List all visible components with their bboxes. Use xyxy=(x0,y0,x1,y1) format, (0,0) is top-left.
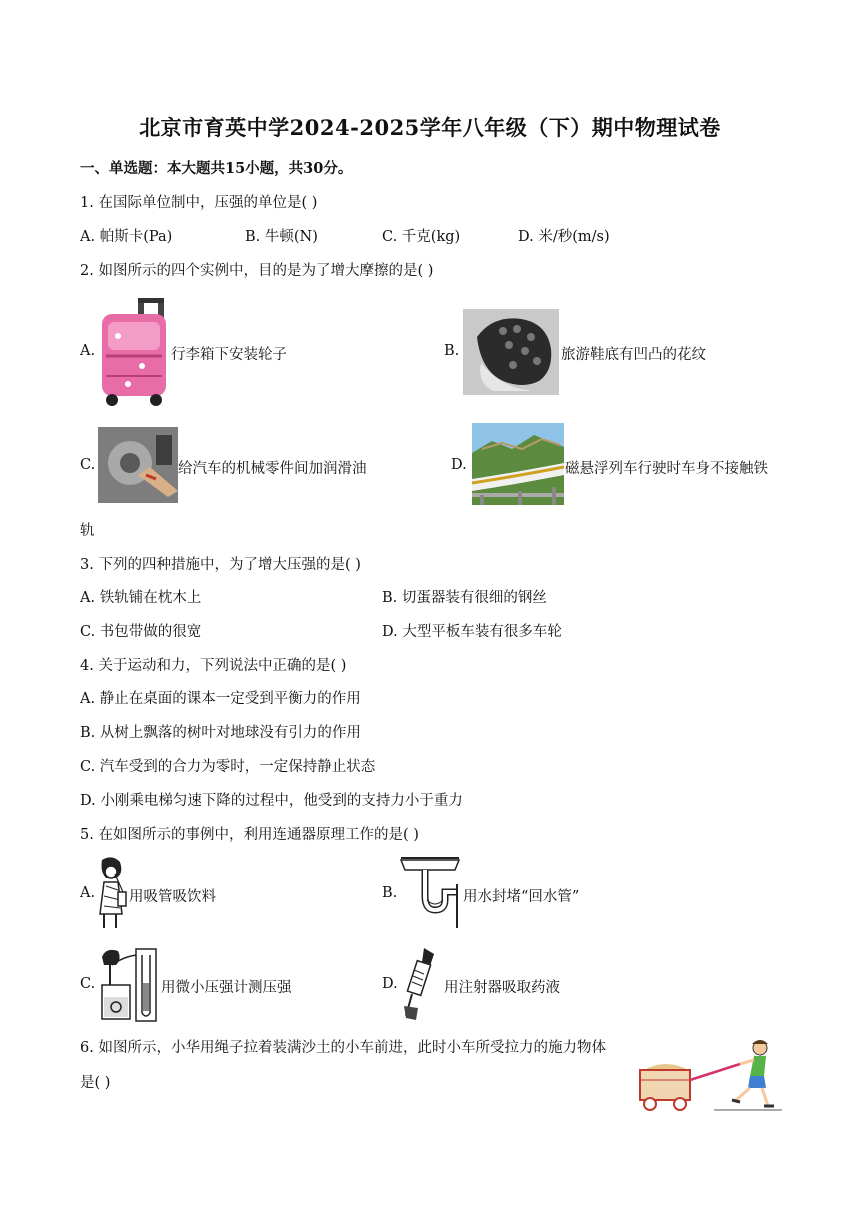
q2-option-d-text: 磁悬浮列车行驶时车身不接触铁 xyxy=(565,461,768,477)
maglev-train-image xyxy=(472,423,564,505)
q1-option-b: B. 牛顿(N) xyxy=(245,229,318,245)
q3-option-b: B. 切蛋器装有很细的钢丝 xyxy=(382,590,547,606)
q5-option-c-letter: C. xyxy=(80,976,96,992)
cart-pulling-image xyxy=(636,1036,782,1116)
drinking-straw-image xyxy=(96,856,128,930)
manometer-image xyxy=(96,945,158,1023)
shoe-image xyxy=(463,309,559,395)
question-6-stem-wrap: 是( ) xyxy=(80,1075,111,1091)
q2-option-c-text: 给汽车的机械零件间加润滑油 xyxy=(178,461,367,477)
question-2-stem: 2. 如图所示的四个实例中，目的是为了增大摩擦的是( ) xyxy=(80,263,434,279)
q5-option-b-letter: B. xyxy=(382,885,398,901)
trap-pipe-image xyxy=(399,856,461,928)
luggage-image xyxy=(98,296,170,408)
q5-option-b-text: 用水封堵“回水管” xyxy=(463,889,580,905)
page-title: 北京市育英中学2024-2025学年八年级（下）期中物理试卷 xyxy=(139,115,721,140)
q4-option-a: A. 静止在桌面的课本一定受到平衡力的作用 xyxy=(80,691,361,707)
q1-option-c: C. 千克(kg) xyxy=(382,229,461,245)
q3-option-a: A. 铁轨铺在枕木上 xyxy=(80,590,202,606)
q5-option-a-letter: A. xyxy=(80,885,96,901)
q3-option-d: D. 大型平板车装有很多车轮 xyxy=(382,624,562,640)
q3-option-c: C. 书包带做的很宽 xyxy=(80,624,202,640)
question-4-stem: 4. 关于运动和力，下列说法中正确的是( ) xyxy=(80,658,347,674)
q2-option-a-letter: A. xyxy=(80,343,96,359)
question-3-stem: 3. 下列的四种措施中，为了增大压强的是( ) xyxy=(80,557,361,573)
q2-option-b-text: 旅游鞋底有凹凸的花纹 xyxy=(561,347,706,363)
syringe-image xyxy=(400,946,438,1022)
q4-option-b: B. 从树上飘落的树叶对地球没有引力的作用 xyxy=(80,725,361,741)
q1-option-a: A. 帕斯卡(Pa) xyxy=(80,229,173,245)
q4-option-d: D. 小刚乘电梯匀速下降的过程中，他受到的支持力小于重力 xyxy=(80,793,463,809)
q2-option-a-text: 行李箱下安装轮子 xyxy=(171,347,287,363)
q2-option-b-letter: B. xyxy=(444,343,460,359)
q2-option-d-text-wrap: 轨 xyxy=(80,523,95,539)
lubricating-oil-image xyxy=(98,427,178,503)
q1-option-d: D. 米/秒(m/s) xyxy=(518,229,610,245)
q2-option-c-letter: C. xyxy=(80,457,96,473)
question-1-stem: 1. 在国际单位制中，压强的单位是( ) xyxy=(80,195,318,211)
section-heading: 一、单选题：本大题共15小题，共30分。 xyxy=(80,160,353,177)
q2-option-d-letter: D. xyxy=(451,457,467,473)
q5-option-c-text: 用微小压强计测压强 xyxy=(161,980,292,996)
q5-option-d-letter: D. xyxy=(382,976,398,992)
q4-option-c: C. 汽车受到的合力为零时，一定保持静止状态 xyxy=(80,759,376,775)
question-5-stem: 5. 在如图所示的事例中，利用连通器原理工作的是( ) xyxy=(80,827,419,843)
question-6-stem: 6. 如图所示，小华用绳子拉着装满沙土的小车前进，此时小车所受拉力的施力物体 xyxy=(80,1040,606,1056)
q5-option-a-text: 用吸管吸饮料 xyxy=(129,889,216,905)
q5-option-d-text: 用注射器吸取药液 xyxy=(444,980,560,996)
